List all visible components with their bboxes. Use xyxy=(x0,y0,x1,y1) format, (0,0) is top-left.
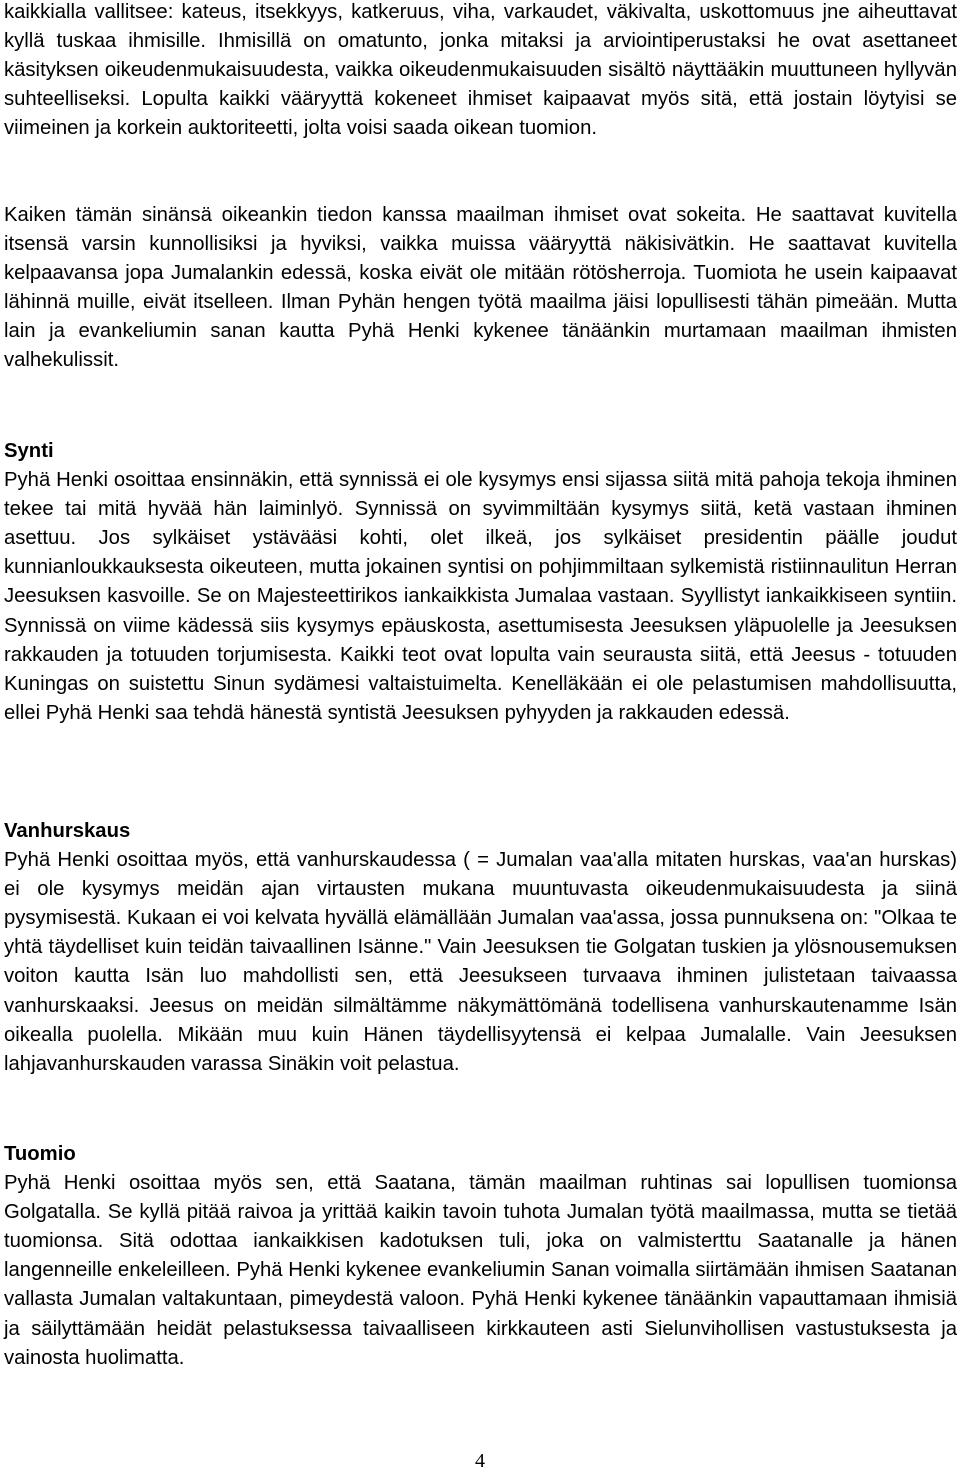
section-text-synti: Pyhä Henki osoittaa ensinnäkin, että synnissä ei ole kysymys ensi sijassa siitä mitä pahoja tekoja ihminen tekee tai mitä hyvää hän laiminlyö. Synnissä on syvimmiltään kysymys siitä, ketä vastaan ihminen asettuu. Jos sylkäiset ystävääsi kohti, olet ilkeä, jos sylkäiset presidentin päälle joudut kunnianloukkauksesta oikeuteen, mutta jokainen syntisi on pohjimmiltaan sylkemistä ristiinnaulitun Herran Jeesuksen kasvoille. Se on Majesteettirikos iankaikkista Jumalaa vastaan. Syyllistyt iankaikkiseen syntiin. Synnissä on viime kädessä siis kysymys epäuskosta, asettumisesta Jeesuksen yläpuolelle ja Jeesuksen rakkauden ja totuuden torjumisesta. Kaikki teot ovat lopulta vain seurausta siitä, että Jeesus - totuuden Kuningas on suistettu Sinun sydämesi valtaistuimelta. Kenelläkään ei ole pelastumisen mahdollisuutta, ellei Pyhä Henki saa tehdä hänestä syntistä Jeesuksen pyhyyden ja rakkauden edessä. xyxy=(4,469,957,724)
section-vanhurskaus xyxy=(4,817,957,1079)
page-number: 4 xyxy=(475,1450,485,1472)
section-synti xyxy=(4,437,957,728)
section-tuomio xyxy=(4,1140,957,1373)
paragraph-intro: kaikkialla vallitsee: kateus, itsekkyys, katkeruus, viha, varkaudet, väkivalta, uskottomuus jne aiheuttavat kyllä tuskaa ihmisille. Ihmisillä on omatunto, jonka mitaksi ja arviointiperustaksi he ovat asettaneet käsityksen oikeudenmukaisuudesta, vaikka oikeudenmukaisuuden sisältö näyttääkin muuttuneen hyllyvän suhteelliseksi. Lopulta kaikki vääryyttä kokeneet ihmiset kaipaavat myös sitä, että jostain löytyisi se viimeinen ja korkein auktoriteetti, jolta voisi saada oikean tuomion. xyxy=(4,1,957,140)
section-heading-synti: Synti xyxy=(4,440,54,462)
section-text-tuomio: Pyhä Henki osoittaa myös sen, että Saatana, tämän maailman ruhtinas sai lopullisen tuomionsa Golgatalla. Se kyllä pitää raivoa ja yrittää kaikin tavoin tuhota Jumalan työtä maailmassa, mutta se tietää tuomionsa. Sitä odottaa iankaikkisen kadotuksen tuli, joka on valmisterttu Saatanalle ja hänen langenneille enkeleilleen. Pyhä Henki kykenee evankeliumin Sanan voimalla siirtämään ihmisen Saatanan vallasta Jumalan valtakuntaan, pimeydestä valoon. Pyhä Henki kykenee tänäänkin vapauttamaan ihmisiä ja säilyttämään heidät pelastuksessa taivaalliseen kirkkauteen asti Sielunvihollisen vastustuksesta ja vainosta huolimatta. xyxy=(4,1172,957,1369)
section-text-vanhurskaus: Pyhä Henki osoittaa myös, että vanhurskaudessa ( = Jumalan vaa'alla mitaten hurskas, vaa'an hurskas) ei ole kysymys meidän ajan virtausten mukana muuntuvasta oikeudenmukaisuudesta ja siinä pysymisestä. Kukaan ei voi kelvata hyvällä elämällään Jumalan vaa'assa, jossa punnuksena on: "Olkaa te yhtä täydelliset kuin teidän taivaallinen Isänne." Vain Jeesuksen tie Golgatan tuskien ja ylösnousemuksen voiton kautta Isän luo mahdollisti sen, että Jeesukseen turvaava ihminen julistetaan taivaassa vanhurskaaksi. Jeesus on meidän silmältämme näkymättömänä todellisena vanhurskautenamme Isän oikealla puolella. Mikään muu kuin Hänen täydellisyytensä ei kelpaa Jumalalle. Vain Jeesuksen lahjavanhurskauden varassa Sinäkin voit pelastua. xyxy=(4,849,957,1075)
section-heading-vanhurskaus: Vanhurskaus xyxy=(4,820,131,842)
section-heading-tuomio: Tuomio xyxy=(4,1143,76,1165)
paragraph-blindness: Kaiken tämän sinänsä oikeankin tiedon kanssa maailman ihmiset ovat sokeita. He saattavat kuvitella itsensä varsin kunnollisiksi ja hyviksi, vaikka muissa vääryyttä näkisivätkin. He saattavat kuvitella kelpaavansa jopa Jumalankin edessä, koska eivät ole mitään rötösherroja. Tuomiota he usein kaipaavat lähinnä muille, eivät itselleen. Ilman Pyhän hengen työtä maailma jäisi lopullisesti tähän pimeään. Mutta lain ja evankeliumin sanan kautta Pyhä Henki kykenee tänäänkin murtamaan maailman ihmisten valhekulissit. xyxy=(4,204,957,372)
